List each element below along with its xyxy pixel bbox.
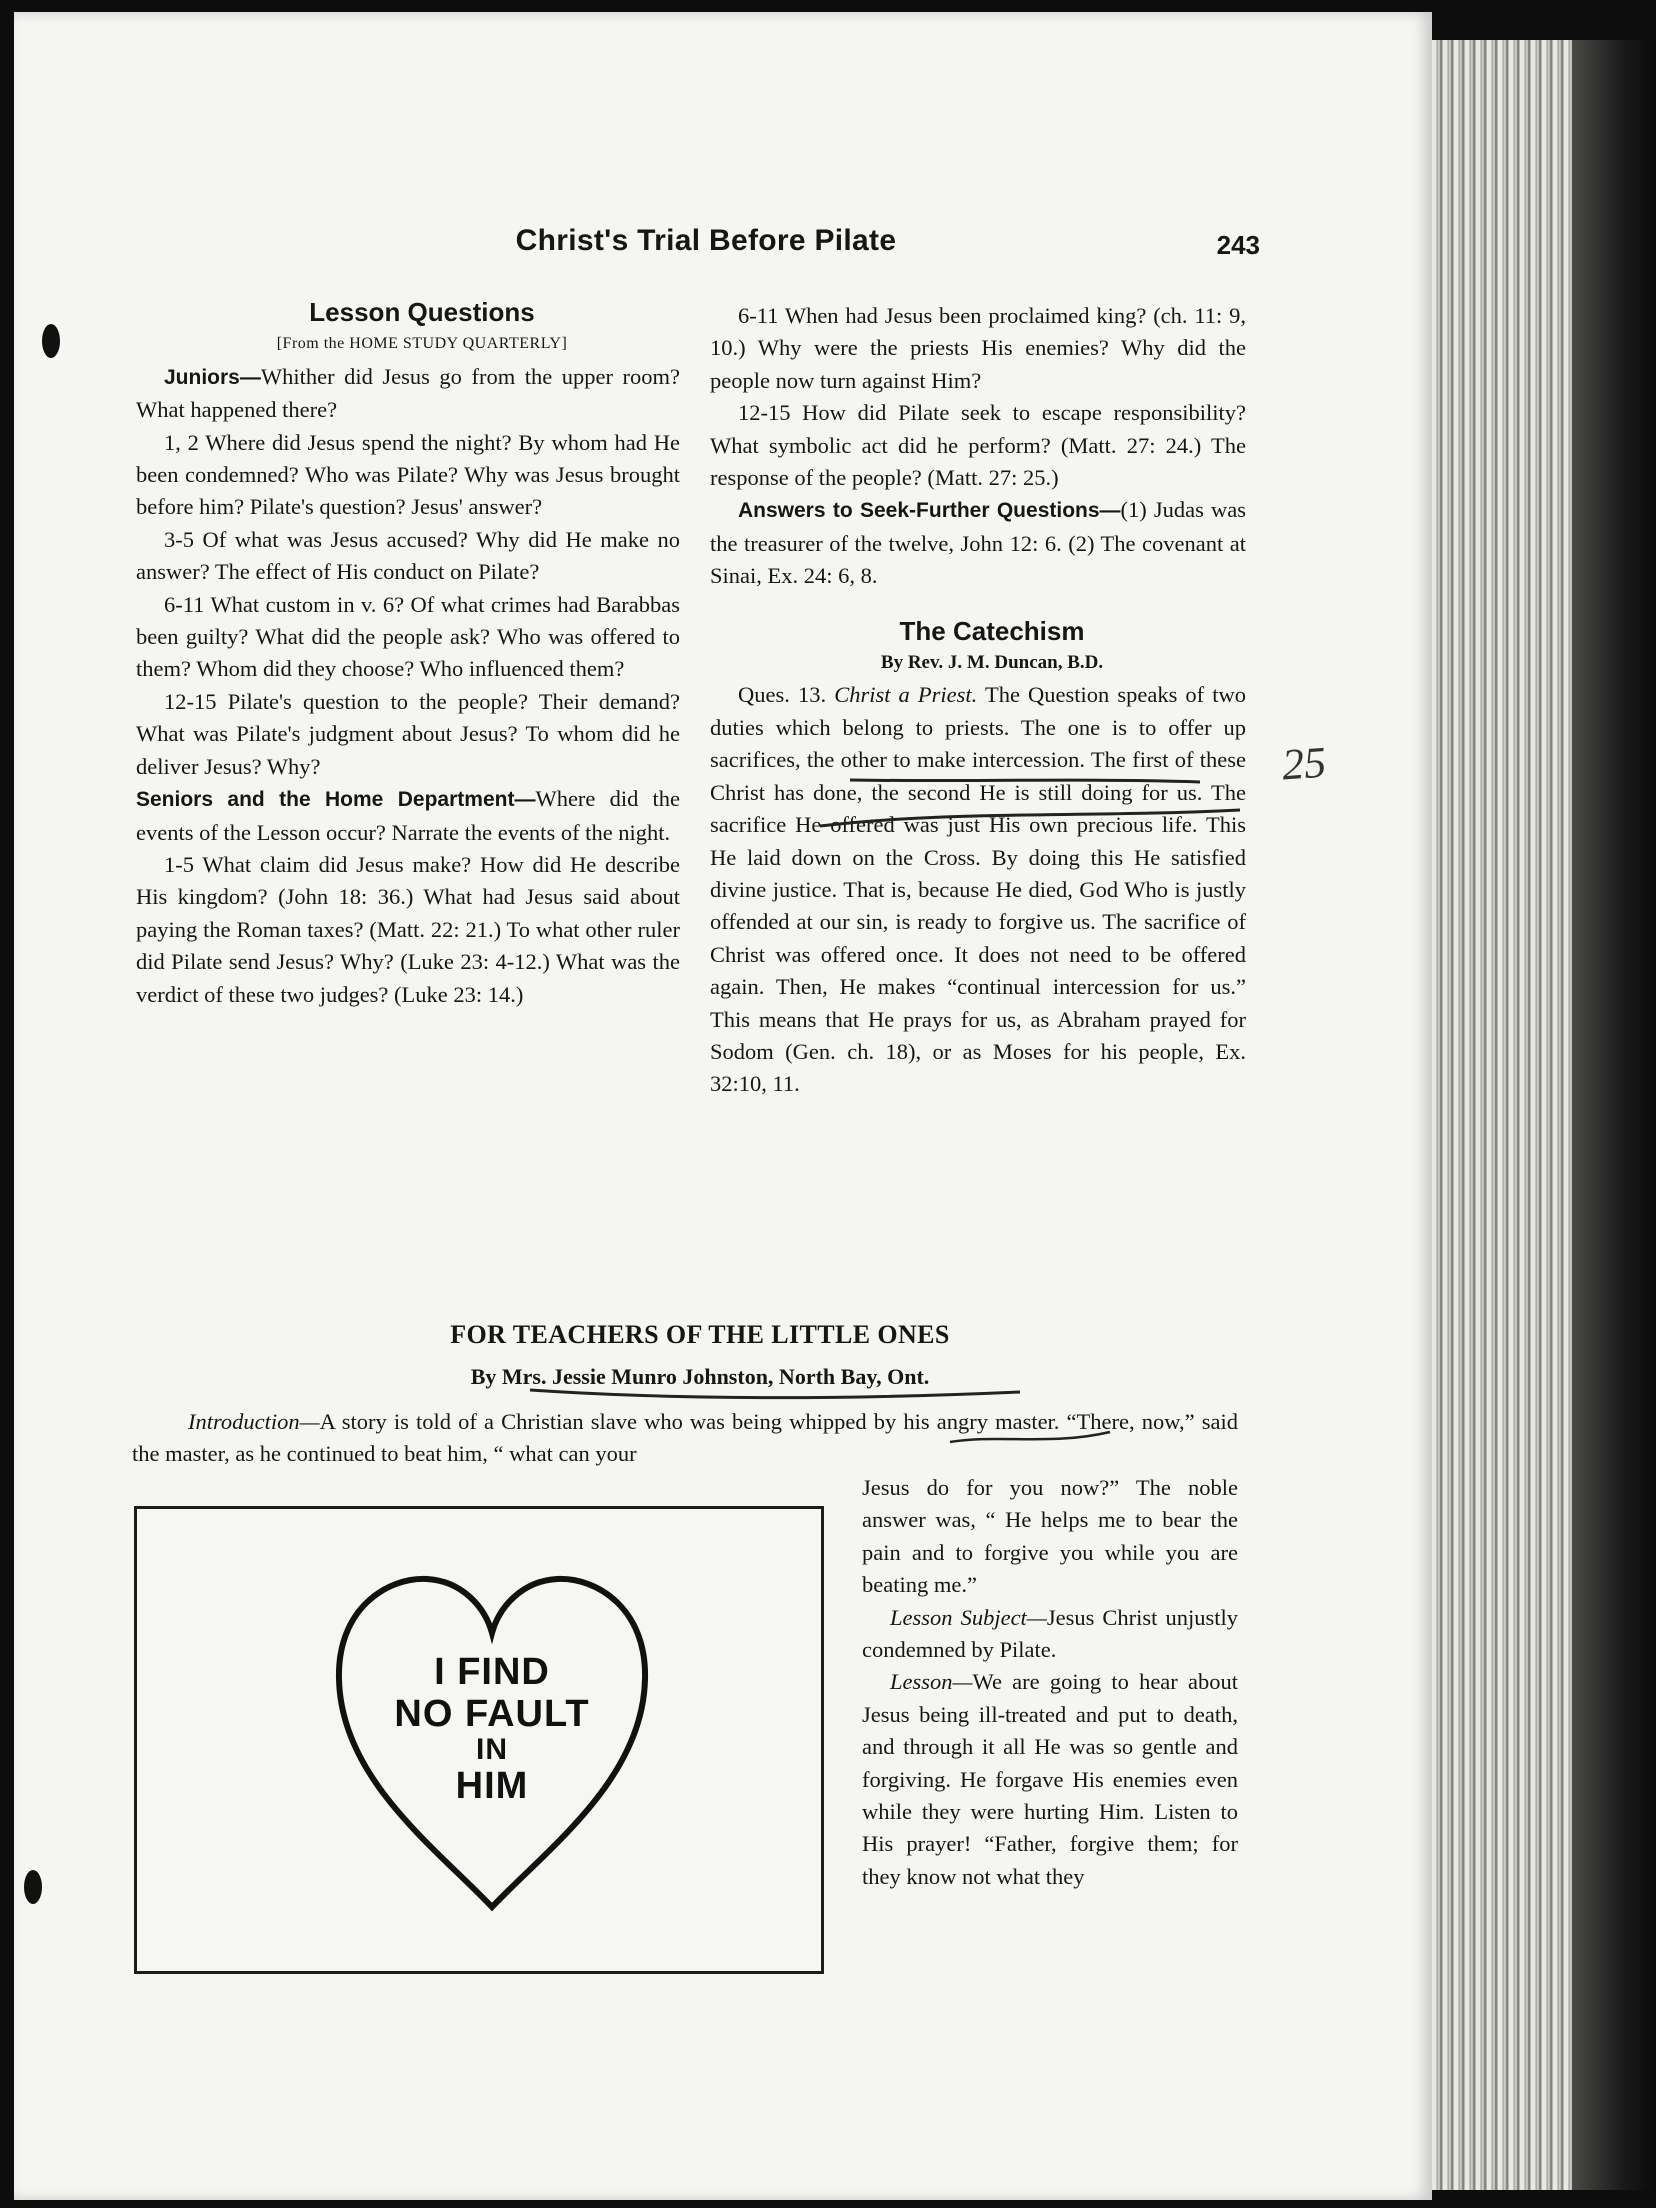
question-paragraph: 1-5 What claim did Jesus make? How did He describe His kingdom? (John 18: 36.) What had Jesus said about paying the Roman taxes? (Matt. 22: 21.) To what other ruler did Pilate send Jesus? Why? (Luke 23: 4-12.) What was the verdict of these two judges? (Luke 23: 14.) [136,851,680,1007]
heart-line: I FIND [434,1651,550,1693]
question-paragraph: 12-15 Pilate's question to the people? Their demand? What was Pilate's judgment about Jesus? To whom did he deliver Jesus? Why? [136,688,680,779]
handwritten-margin-note: 25 [1280,737,1328,790]
juniors-label: Juniors— [164,365,261,389]
introduction-label: Introduction— [188,1409,320,1434]
catechism-paragraph [710,679,1246,1100]
lesson-text: We are going to hear about Jesus being ill-treated and put to death, and through it all He was so gentle and forgiving. He forgave His enemies even while they were hurting Him. Listen to His prayer! “Father, forgive them; for they know not what they [862,1669,1238,1889]
introduction-paragraph [132,1406,1238,1471]
question-paragraph: 12-15 How did Pilate seek to escape responsibility? What symbolic act did he perform? (Matt. 27: 24.) The response of the people? (Matt. 27: 25.) [710,400,1246,491]
seniors-label: Seniors and the Home Department— [136,788,536,812]
lesson-label: Lesson— [890,1669,973,1695]
catechism-text: The Question speaks of two duties which belong to priests. The one is to offer up sacrifices, the other to make intercession. The first of these Christ has done, the second He is still doing for us. The sacrifice He offered was just His own precious life. This He laid down on the Cross. By doing this He satisfied divine justice. That is, because He died, God Who is justly offended at our sin, is ready to forgive us. The sacrifice of Christ was offered once. It does not need to be offered again. Then, He makes “continual intercession for us.” This means that He prays for us, as Abraham prayed for Sodom (Gen. ch. 18), or as Moses for his people, Ex. 32:10, 11. [710,682,1247,1097]
little-ones-title: FOR TEACHERS OF THE LITTLE ONES [450,1320,950,1349]
juniors-paragraph [136,361,680,427]
catechism-ques-title: Christ a Priest. [834,682,978,708]
heart-drawing [327,1529,657,1929]
heart-line: NO FAULT [394,1693,590,1735]
book-fore-edge-shadow [1572,40,1656,2190]
binding-hole-bottom [24,1870,42,1904]
question-paragraph: 1, 2 Where did Jesus spend the night? By whom had He been condemned? Who was Pilate? Why was Jesus brought before him? Pilate's question? Jesus' answer? [136,429,680,520]
question-paragraph: 3-5 Of what was Jesus accused? Why did He make no answer? The effect of His conduct on Pilate? [136,526,680,585]
lesson-subject-text: Jesus Christ unjustly condemned by Pilate. [862,1604,1238,1663]
lesson-questions-column [136,296,680,1011]
lesson-subject-paragraph [862,1602,1238,1667]
catechism-title: The Catechism [899,615,1085,646]
running-head: Christ's Trial Before Pilate [515,224,897,257]
lesson-paragraph [862,1666,1238,1893]
lesson-questions-title: Lesson Questions [309,297,535,327]
introduction-text: A story is told of a Christian slave who was being whipped by his angry master. “There, now,” said the master, as he continued to beat him, “ what can your [132,1409,1238,1467]
book-fore-edge [1432,40,1572,2190]
blackboard-illustration [134,1506,824,1974]
binding-hole-top [42,324,60,358]
little-ones-right-text [862,1472,1238,1893]
page-number: 243 [1216,230,1260,260]
lesson-subject-label: Lesson Subject— [890,1604,1047,1630]
pencil-underline-catechism [700,760,1260,840]
seniors-intro: Where did the events of the Lesson occur? Narrate the events of the night. [136,786,680,845]
seniors-paragraph [136,783,680,849]
question-paragraph: 6-11 What custom in v. 6? Of what crimes had Barabbas been guilty? What did the people ask? Who was offered to them? Whom did they choose? Who influenced them? [136,591,680,682]
lesson-questions-source: [From the HOME STUDY QUARTERLY] [276,335,568,353]
juniors-intro: Whither did Jesus go from the upper room? What happened there? [136,363,680,423]
answers-label: Answers to Seek-Further Questions— [738,499,1121,523]
question-paragraph: 6-11 When had Jesus been proclaimed king? (ch. 11: 9, 10.) Why were the priests His enemies? Why did the people now turn against Him? [710,303,1246,393]
heart-line: IN [476,1733,508,1766]
answers-text: (1) Judas was the treasurer of the twelve, John 12: 6. (2) The covenant at Sinai, Ex. 24: 6, 8. [710,497,1246,589]
catechism-ques-label: Ques. 13. [738,682,827,708]
heart-line: HIM [455,1765,529,1807]
little-ones-byline: By Mrs. Jessie Munro Johnston, North Bay, Ont. [470,1364,930,1389]
right-column [710,300,1246,1101]
introduction-continuation: Jesus do for you now?” The noble answer was, “ He helps me to bear the pain and to forgive you while you are beating me.” [862,1475,1238,1598]
answers-paragraph [710,494,1246,592]
heart-text [327,1651,657,1807]
catechism-byline: By Rev. J. M. Duncan, B.D. [880,652,1104,674]
